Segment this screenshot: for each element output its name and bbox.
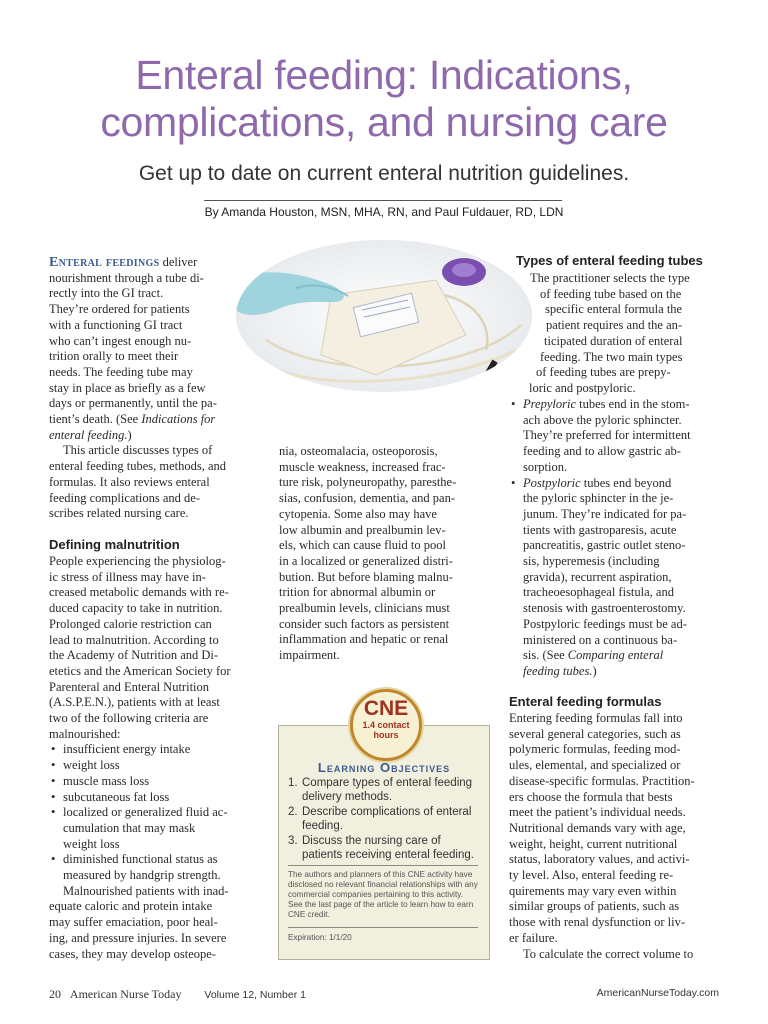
- malnutrition-paragraph: People experiencing the physiolog- ic stress of illness may have in- creased metabolic demands with re- duced capacity to take in nutrition. Prolonged calorie restriction can lead to malnutrition. According to the Academy of Nutrition and Di- etetics and the American Society for Parenteral and Enteral Nutrition (A.S.P.E.N.), patients with at least two of the following criteria are malnourished: • insufficient energy intake • weight loss • muscle mass loss • subcutaneous fat loss • localized or generalized fluid ac- cumulation that may mask weight loss • diminished functional status as measured by handgrip strength. Malnourished patients with inad- equate caloric and protein intake may suffer emaciation, poor heal- ing, and pressure injuries. In severe cases, they may develop osteope-: [49, 554, 264, 962]
- cne-disclosure: The authors and planners of this CNE activity have disclosed no relevant financial relationships with any commercial companies pertaining to this activity. See the last page of the article to learn how to earn CNE credit.: [288, 870, 478, 919]
- list-item: • muscle mass loss: [49, 774, 264, 790]
- list-item: 2. Describe complications of enteral feeding.: [288, 806, 472, 832]
- title-line-1: Enteral feeding: Indications,: [135, 52, 633, 98]
- page-number: 20: [49, 987, 61, 1001]
- learning-objectives-list: [288, 777, 478, 864]
- list-item: • Prepyloric tubes end in the stom- ach above the pyloric sphincter. They’re preferred for intermittent feeding and to allow gastric ab- sorption.: [509, 397, 731, 476]
- article-title: [20, 52, 748, 146]
- cne-hours-label: hours: [373, 730, 399, 740]
- column-2-paragraph: nia, osteomalacia, osteoporosis, muscle weakness, increased frac- ture risk, polyneuropathy, paresthe- sias, confusion, dementia, and pan- cytopenia. Some also may have low albumin and prealbumin lev- els, which can cause fluid to pool in a localized or generalized distri- bution. But before blaming malnu- trition for abnormal albumin or prealbumin levels, clinicians must consider such factors as persistent inflammation and hepatic or renal impairment.: [279, 444, 457, 663]
- term-prepyloric: Prepyloric: [523, 397, 576, 411]
- article-subtitle: Get up to date on current enteral nutrition guidelines.: [138, 162, 630, 185]
- list-item: 1. Compare types of enteral feeding delivery methods.: [288, 777, 473, 803]
- list-item: • subcutaneous fat loss: [49, 790, 264, 806]
- formulas-paragraph: Entering feeding formulas fall into several general categories, such as polymeric formulas, feeding mod- ules, elemental, and specialized or disease-specific formulas. Practition- ers choose the formula that bests meet the patient’s individual needs. Nutritional demands vary with age, weight, height, current nutritional status, laboratory values, and activi- ty level. Also, enteral feeding re- quirements may vary even within similar groups of patients, such as those with renal dysfunction or liv- er failure. To calculate the correct volume to: [509, 711, 695, 961]
- list-item: 3. Discuss the nursing care of patients receiving enteral feeding.: [288, 835, 474, 861]
- journal-name: American Nurse Today: [69, 987, 182, 1001]
- feeding-bag-illustration: [236, 240, 532, 392]
- heading-defining-malnutrition: Defining malnutrition: [49, 537, 180, 552]
- cne-contact-hours: 1.4 contact: [362, 720, 410, 730]
- term-postpyloric: Postpyloric: [523, 475, 581, 490]
- footer-left: [49, 987, 306, 1002]
- cne-badge-title: CNE: [363, 697, 409, 720]
- heading-types-of-tubes: Types of enteral feeding tubes: [516, 253, 703, 268]
- list-item: • Postpyloric tubes end beyond the pyloric sphincter in the je- junum. They’re indicated for pa- tients with gastroparesis, acute pancreatitis, gastric outlet steno- sis, hyperemesis (including gravida), recurrent aspiration, tracheoesophageal fistula, and stenosis with gastroenterostomy. Postpyloric feedings must be ad- ministered on a continuous ba- sis. (See Comparing enteral feeding tubes.): [509, 476, 731, 680]
- heading-feeding-formulas: Enteral feeding formulas: [509, 694, 662, 709]
- xref-comparing-tubes: Comparing enteral: [567, 648, 664, 663]
- cne-divider: [288, 865, 478, 866]
- types-paragraph: The practitioner selects the type of feeding tube based on the specific enteral formula the patient requires and the an- ticipated duration of enteral feeding. The two main types of feeding tubes are prepy- loric and postpyloric.: [529, 271, 690, 395]
- cne-divider: [288, 927, 478, 928]
- title-line-2: complications, and nursing care: [100, 99, 668, 145]
- list-item: • weight loss: [49, 758, 264, 774]
- malnutrition-criteria-list: [49, 742, 264, 883]
- intro-paragraph: Enteral feedings deliver nourishment through a tube di- rectly into the GI tract. They’re ordered for patients with a functioning GI tract who can’t ingest enough nu- trition orally to meet their needs. The feeding tube may stay in place as briefly as a few days or permanently, until the pa- tient’s death. (See Indications for enteral feeding.) This article discusses types of enteral feeding tubes, methods, and formulas. It also reviews enteral feeding complications and de- scribes related nursing care.: [49, 255, 227, 521]
- footer-website: AmericanNurseToday.com: [596, 987, 719, 999]
- byline-divider: [204, 200, 562, 201]
- feeding-bag-photo: [236, 240, 532, 392]
- cne-expiration: Expiration: 1/1/20: [288, 933, 352, 942]
- learning-objectives-heading: Learning Objectives: [317, 760, 451, 775]
- xref-indications: Indications for: [141, 412, 216, 427]
- list-item: • diminished functional status as measured by handgrip strength.: [49, 852, 264, 883]
- volume-issue: Volume 12, Number 1: [204, 989, 306, 1001]
- list-item: • insufficient energy intake: [49, 742, 264, 758]
- byline: By Amanda Houston, MSN, MHA, RN, and Paul Fuldauer, RD, LDN: [204, 205, 564, 219]
- cne-badge: [350, 689, 422, 761]
- tube-types-list: [509, 397, 731, 680]
- lead-in: Enteral feedings: [49, 255, 160, 270]
- list-item: • localized or generalized fluid ac- cumulation that may mask weight loss: [49, 805, 264, 852]
